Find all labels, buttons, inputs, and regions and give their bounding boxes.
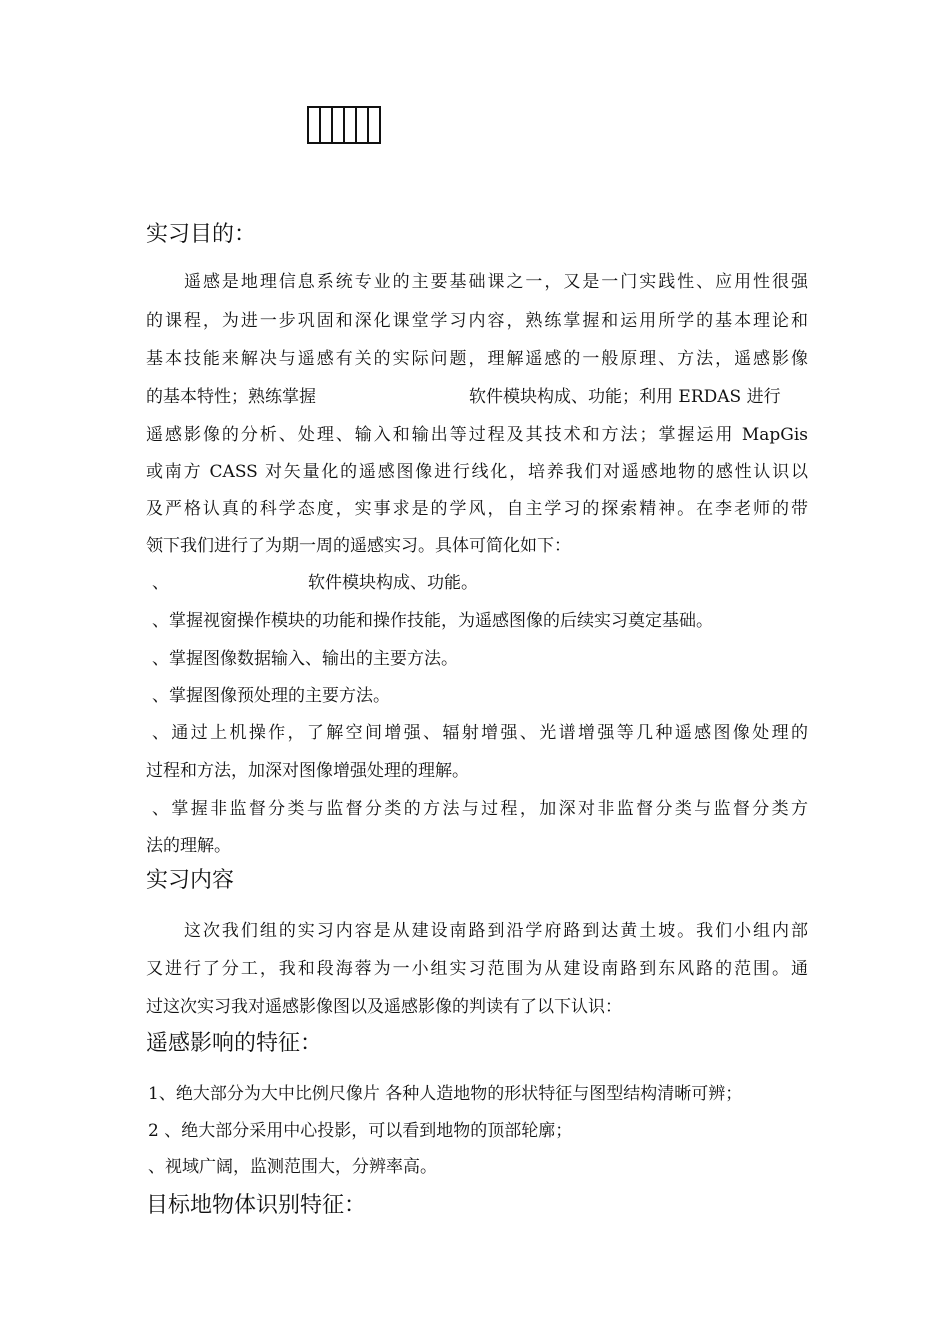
goal-item: 、掌握非监督分类与监督分类的方法与过程，加深对非监督分类与监督分类方 — [152, 799, 808, 819]
heading-features: 遥感影响的特征： — [146, 1031, 323, 1056]
feature-item: 、视域广阔，监测范围大，分辨率高。 — [148, 1157, 437, 1177]
paragraph-line: 基本技能来解决与遥感有关的实际问题，理解遥感的一般原理、方法，遥感影像 — [146, 349, 808, 369]
paragraph-line: 遥感是地理信息系统专业的主要基础课之一，又是一门实践性、应用性很强 — [184, 272, 808, 292]
paragraph-line: 软件模块构成、功能；利用 ERDAS 进行 — [469, 387, 781, 407]
paragraph-line: 及严格认真的科学态度，实事求是的学风，自主学习的探索精神。在李老师的带 — [146, 499, 808, 519]
goal-item: 、通过上机操作，了解空间增强、辐射增强、光谱增强等几种遥感图像处理的 — [152, 723, 808, 743]
feature-item: 1、绝大部分为大中比例尺像片 各种人造地物的形状特征与图型结构清晰可辨； — [148, 1084, 743, 1104]
paragraph-line: 这次我们组的实习内容是从建设南路到沿学府路到达黄土坡。我们小组内部 — [184, 921, 808, 941]
paragraph-line: 遥感影像的分析、处理、输入和输出等过程及其技术和方法；掌握运用 MapGis — [146, 425, 808, 445]
goal-item: 、掌握图像预处理的主要方法。 — [152, 686, 390, 706]
paragraph-line: 领下我们进行了为期一周的遥感实习。具体可简化如下： — [146, 536, 571, 556]
placeholder-box — [367, 106, 381, 144]
goal-item: 软件模块构成、功能。 — [308, 573, 478, 593]
feature-item: 2 、绝大部分采用中心投影，可以看到地物的顶部轮廓； — [148, 1121, 573, 1141]
paragraph-line: 的基本特性；熟练掌握 — [146, 387, 316, 407]
title-placeholder-glyphs — [307, 106, 379, 144]
goal-item: 、掌握视窗操作模块的功能和操作技能，为遥感图像的后续实习奠定基础。 — [152, 611, 713, 631]
paragraph-line: 的课程，为进一步巩固和深化课堂学习内容，熟练掌握和运用所学的基本理论和 — [146, 311, 808, 331]
paragraph-line: 又进行了分工，我和段海蓉为一小组实习范围为从建设南路到东风路的范围。通 — [146, 959, 808, 979]
paragraph-line: 或南方 CASS 对矢量化的遥感图像进行线化，培养我们对遥感地物的感性认识以 — [146, 462, 808, 482]
heading-content: 实习内容 — [146, 868, 235, 893]
goal-item-prefix: 、 — [152, 573, 169, 593]
goal-item-continuation: 法的理解。 — [146, 836, 231, 856]
goal-item: 、掌握图像数据输入、输出的主要方法。 — [152, 649, 458, 669]
heading-purpose: 实习目的： — [146, 222, 257, 247]
paragraph-line: 过这次实习我对遥感影像图以及遥感影像的判读有了以下认识： — [146, 997, 622, 1017]
heading-targets: 目标地物体识别特征： — [146, 1193, 367, 1218]
goal-item-continuation: 过程和方法，加深对图像增强处理的理解。 — [146, 761, 469, 781]
